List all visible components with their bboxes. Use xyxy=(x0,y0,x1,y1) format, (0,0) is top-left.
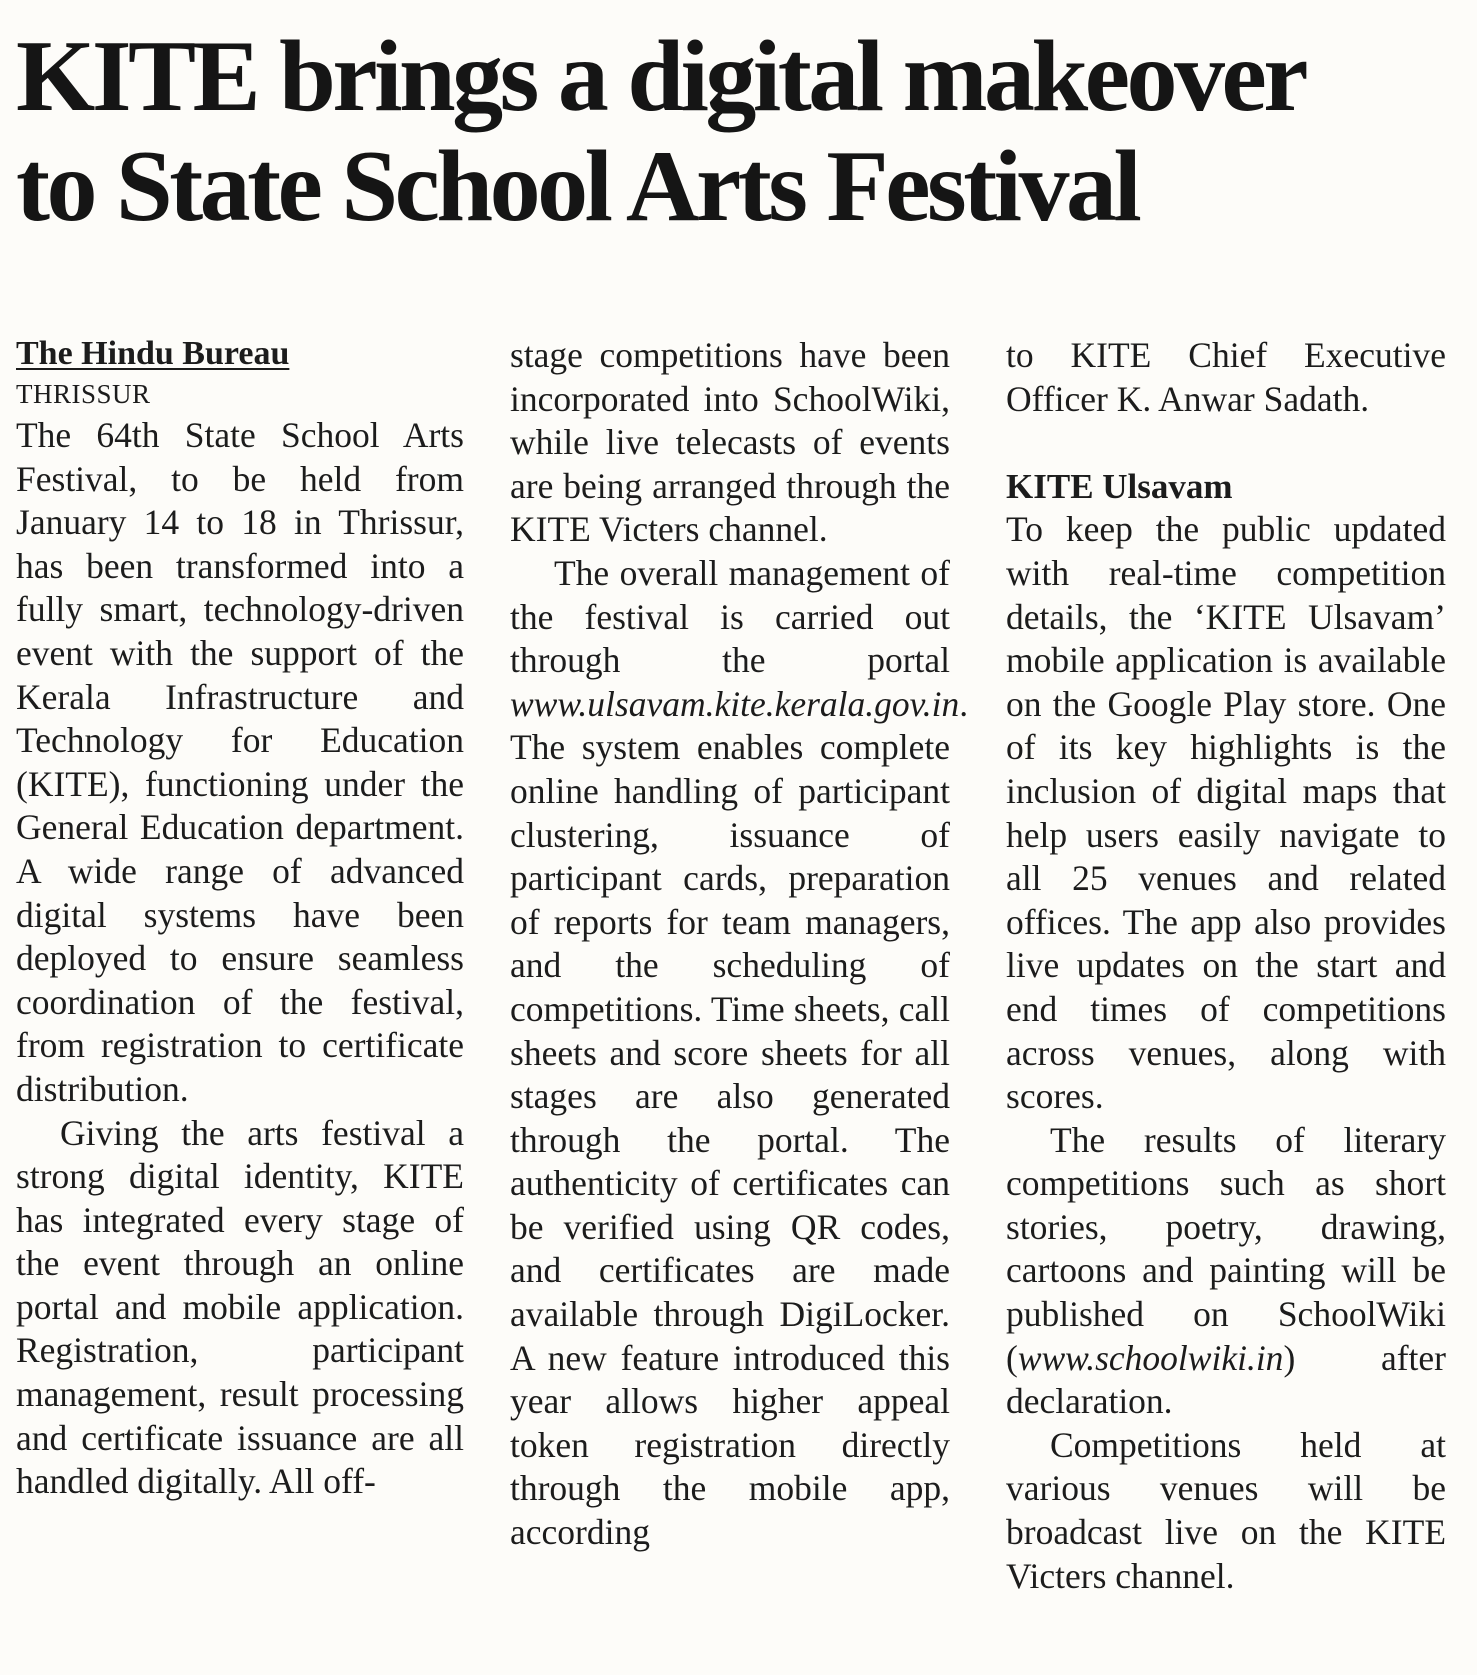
paragraph-results xyxy=(1006,1119,1446,1424)
column-1 xyxy=(16,334,464,1504)
results-text-after: ) after declaration. xyxy=(1006,1337,1446,1422)
portal-text-after: . The system enables complete online handling of participant clustering, issuance of participant cards, preparation of reports for team managers, and the scheduling of competitions. Time sheets, call sheets and score sheets for all stages are also generated through the portal. The authenticity of certificates can be verified using QR codes, and certificates are made available through DigiLocker. A new feature introduced this year allows higher appeal token registration directly through the mobile app, according xyxy=(510,683,969,1553)
paragraph-attribution: to KITE Chief Executive Officer K. Anwar Sadath. xyxy=(1006,335,1446,419)
subhead-kite-ulsavam: KITE Ulsavam xyxy=(1006,466,1233,506)
paragraph-portal xyxy=(510,552,969,1555)
column-3 xyxy=(1006,334,1446,1598)
paragraph-intro: The 64th State School Arts Festival, to be held from January 14 to 18 in Thrissur, has been transformed into a fully smart, technology-driven event with the support of the Kerala Infrastructure and Technology for Education (KITE), functioning under the General Education department. A wide range of advanced digital systems have been deployed to ensure seamless coordination of the festival, from registration to certificate distribution. xyxy=(16,415,464,1109)
paragraph-schoolwiki: stage competitions have been incorporated into SchoolWiki, while live telecasts of events are being arranged through the KITE Victers channel. xyxy=(510,335,950,550)
portal-url: www.ulsavam.kite.kerala.gov.in xyxy=(510,683,960,724)
headline xyxy=(16,22,1456,242)
paragraph-digital-identity: Giving the arts festival a strong digital identity, KITE has integrated every stage of the event through an online portal and mobile application. Registration, participant management, result processing and certificate issuance are all handled digitally. All off- xyxy=(16,1112,464,1502)
schoolwiki-url: www.schoolwiki.in xyxy=(1017,1337,1284,1378)
paragraph-broadcast: Competitions held at various venues will be broadcast live on the KITE Victers channel. xyxy=(1006,1424,1446,1596)
dateline: THRISSUR xyxy=(16,379,151,409)
byline: The Hindu Bureau xyxy=(16,335,290,372)
results-text-before: The results of literary competitions such as short stories, poetry, drawing, cartoons and painting will be published on SchoolWiki ( xyxy=(1006,1119,1446,1378)
portal-text-before: The overall management of the festival is carried out through the portal xyxy=(510,552,950,681)
paragraph-mobile-app: To keep the public updated with real-time competition details, the ‘KITE Ulsavam’ mobile application is available on the Google Play store. One of its key highlights is the inclusion of digital maps that help users easily navigate to all 25 venues and related offices. The app also provides live updates on the start and end times of competitions across venues, along with scores. xyxy=(1006,509,1446,1117)
column-2 xyxy=(510,334,969,1555)
headline-line-1: KITE brings a digital makeover xyxy=(16,20,1306,133)
headline-line-2: to State School Arts Festival xyxy=(16,130,1139,243)
section-spacer xyxy=(1006,421,1446,465)
